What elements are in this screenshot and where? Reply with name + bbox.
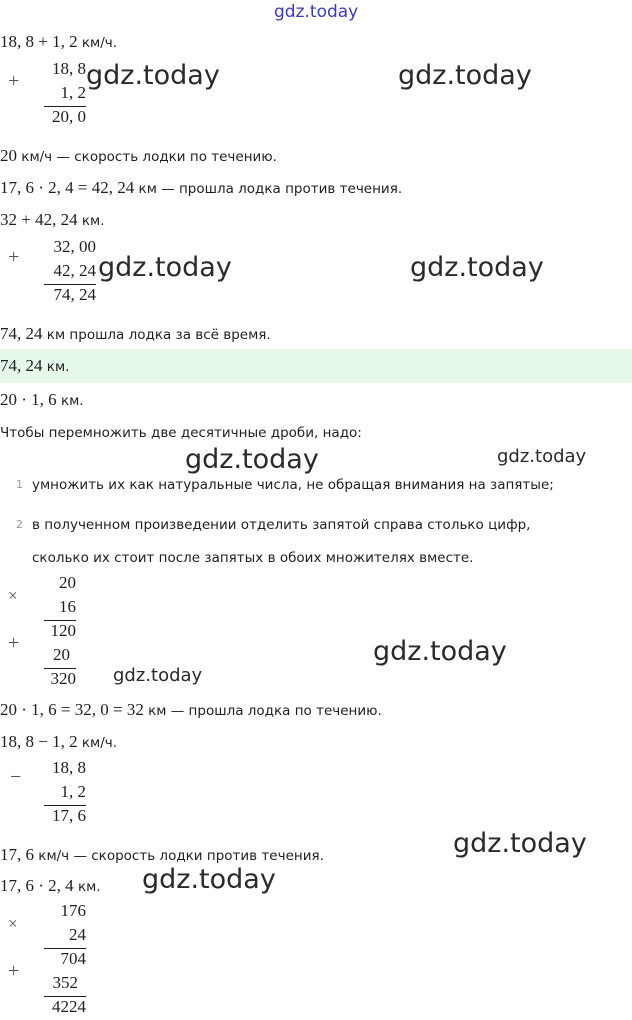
list-item-continuation bbox=[32, 545, 473, 569]
factor: 20 bbox=[59, 573, 76, 592]
unit-text: км. bbox=[73, 879, 101, 895]
expression-line bbox=[0, 388, 84, 412]
line-text: км/ч — скорость лодки по течению. bbox=[17, 149, 277, 165]
list-item-text: в полученном произведении отделить запятой справа столько цифр, bbox=[32, 517, 531, 533]
plus-sign: + bbox=[8, 70, 20, 92]
factor: 176 bbox=[60, 901, 86, 920]
watermark: gdz.today bbox=[185, 444, 319, 475]
math-expression: 18, 8 + 1, 2 bbox=[0, 32, 78, 51]
list-item bbox=[32, 512, 530, 536]
line-text: км — прошла лодка по течению. bbox=[143, 703, 382, 719]
watermark: gdz.today bbox=[86, 60, 220, 91]
difference: 17, 6 bbox=[52, 806, 86, 825]
expression-line bbox=[0, 874, 101, 898]
minus-sign: − bbox=[10, 766, 22, 788]
factor: 16 bbox=[59, 597, 76, 616]
list-item bbox=[32, 472, 554, 496]
partial-product: 704 bbox=[60, 949, 86, 968]
answer-line bbox=[0, 354, 69, 378]
unit-text: км. bbox=[56, 393, 84, 409]
addend: 42, 24 bbox=[53, 261, 96, 280]
partial-product: 120 bbox=[50, 621, 76, 640]
multiply-sign: × bbox=[8, 914, 18, 933]
math-expression: 20 · 1, 6 bbox=[0, 390, 57, 409]
watermark: gdz.today bbox=[497, 446, 587, 467]
product: 4224 bbox=[52, 997, 86, 1016]
subtrahend: 1, 2 bbox=[60, 782, 86, 801]
watermark: gdz.today bbox=[113, 665, 203, 686]
list-item-text: умножить их как натуральные числа, не обращая внимания на запятые; bbox=[32, 477, 554, 493]
answer-highlight bbox=[0, 349, 632, 383]
factor: 24 bbox=[69, 925, 86, 944]
text-line bbox=[0, 144, 277, 168]
watermark: gdz.today bbox=[410, 252, 544, 283]
math-expression: 20 bbox=[0, 146, 17, 165]
line-text: км/ч — скорость лодки против течения. bbox=[34, 848, 324, 864]
watermark: gdz.today bbox=[373, 636, 507, 667]
math-expression: 17, 6 · 2, 4 bbox=[0, 876, 74, 895]
text-line bbox=[0, 698, 382, 722]
expression-line bbox=[0, 30, 117, 54]
text-line bbox=[0, 322, 271, 346]
addend: 32, 00 bbox=[53, 237, 96, 256]
rule-intro bbox=[0, 420, 362, 444]
watermark: gdz.today bbox=[98, 252, 232, 283]
math-expression: 20 · 1, 6 = 32, 0 = 32 bbox=[0, 700, 144, 719]
math-expression: 32 + 42, 24 bbox=[0, 210, 78, 229]
plus-sign: + bbox=[8, 632, 20, 654]
top-watermark: gdz.today bbox=[274, 2, 359, 22]
list-number: 1 bbox=[16, 478, 23, 491]
product: 320 bbox=[50, 669, 76, 688]
list-number: 2 bbox=[16, 518, 23, 531]
addend: 18, 8 bbox=[52, 59, 86, 78]
answer-unit: км. bbox=[42, 359, 70, 375]
partial-product: 20 bbox=[53, 645, 70, 664]
list-item-text: сколько их стоит после запятых в обоих множителях вместе. bbox=[32, 550, 474, 566]
watermark: gdz.today bbox=[398, 60, 532, 91]
unit-text: км/ч. bbox=[77, 735, 118, 751]
minuend: 18, 8 bbox=[52, 758, 86, 777]
math-expression: 74, 24 bbox=[0, 324, 43, 343]
expression-line bbox=[0, 208, 105, 232]
math-expression: 18, 8 − 1, 2 bbox=[0, 732, 78, 751]
plus-sign: + bbox=[8, 960, 20, 982]
sum: 20, 0 bbox=[52, 107, 86, 126]
unit-text: км. bbox=[77, 213, 105, 229]
line-text: км прошла лодка за всё время. bbox=[42, 327, 271, 343]
plus-sign: + bbox=[8, 246, 20, 268]
math-expression: 17, 6 · 2, 4 = 42, 24 bbox=[0, 178, 135, 197]
unit-text: км/ч. bbox=[77, 35, 118, 51]
sum: 74, 24 bbox=[53, 285, 96, 304]
math-expression: 17, 6 bbox=[0, 845, 34, 864]
addend: 1, 2 bbox=[60, 83, 86, 102]
answer-value: 74, 24 bbox=[0, 356, 43, 375]
rule-intro-text: Чтобы перемножить две десятичные дроби, надо: bbox=[0, 425, 362, 441]
partial-product: 352 bbox=[52, 973, 78, 992]
multiply-sign: × bbox=[8, 586, 18, 605]
text-line bbox=[0, 176, 402, 200]
watermark: gdz.today bbox=[142, 864, 276, 895]
line-text: км — прошла лодка против течения. bbox=[134, 181, 403, 197]
expression-line bbox=[0, 730, 117, 754]
watermark: gdz.today bbox=[453, 828, 587, 859]
